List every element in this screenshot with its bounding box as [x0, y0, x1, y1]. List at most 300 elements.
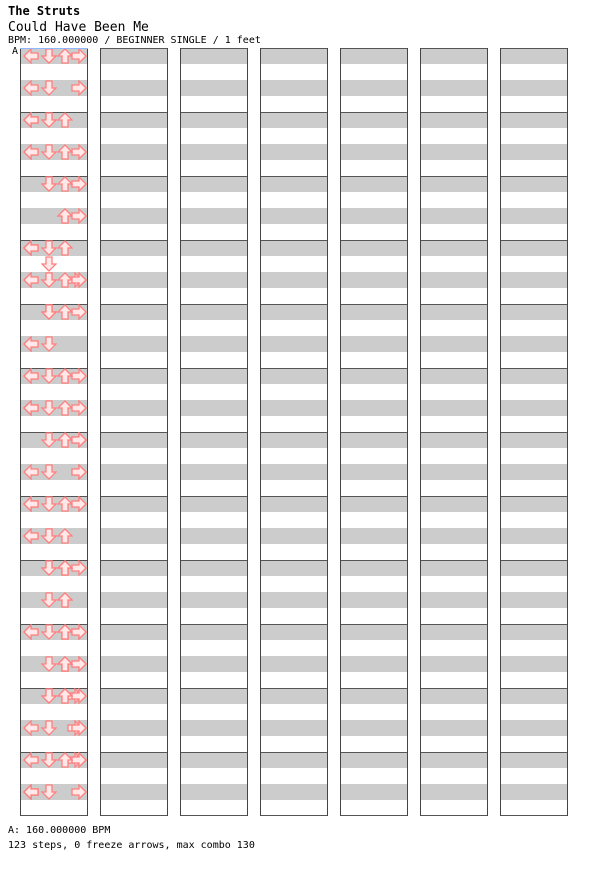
chart-stats: 123 steps, 0 freeze arrows, max combo 130	[8, 840, 255, 851]
arrow-up-icon	[57, 688, 73, 704]
arrow-right-icon	[71, 464, 87, 480]
chart-column	[420, 48, 488, 816]
measure-line	[101, 368, 167, 369]
arrow-down-icon	[41, 688, 57, 704]
beat-stripe	[421, 176, 487, 192]
beat-stripe	[101, 560, 167, 576]
beat-stripe	[501, 688, 567, 704]
measure-line	[501, 176, 567, 177]
song-artist: The Struts	[8, 4, 81, 18]
arrow-up-icon	[57, 752, 73, 768]
arrow-down-icon	[41, 560, 57, 576]
chart-column	[100, 48, 168, 816]
beat-stripe	[261, 560, 327, 576]
song-title: Could Have Been Me	[8, 20, 149, 35]
beat-stripe	[101, 336, 167, 352]
beat-stripe	[261, 688, 327, 704]
chart-column	[260, 48, 328, 816]
measure-line	[261, 815, 327, 816]
beat-stripe	[421, 144, 487, 160]
beat-stripe	[501, 656, 567, 672]
beat-stripe	[181, 272, 247, 288]
beat-stripe	[341, 336, 407, 352]
measure-line	[261, 624, 327, 625]
arrow-down-icon	[41, 272, 57, 288]
beat-stripe	[421, 592, 487, 608]
beat-stripe	[181, 48, 247, 64]
beat-stripe	[421, 368, 487, 384]
arrow-down-icon	[41, 304, 57, 320]
beat-stripe	[501, 144, 567, 160]
beat-stripe	[181, 304, 247, 320]
measure-line	[181, 432, 247, 433]
beat-stripe	[101, 688, 167, 704]
beat-stripe	[261, 176, 327, 192]
measure-line	[341, 368, 407, 369]
beat-stripe	[341, 592, 407, 608]
measure-line	[181, 304, 247, 305]
measure-line	[421, 815, 487, 816]
arrow-down-icon	[41, 80, 57, 96]
beat-stripe	[501, 112, 567, 128]
beat-stripe	[501, 752, 567, 768]
arrow-right-icon	[71, 656, 87, 672]
beat-stripe	[421, 304, 487, 320]
beat-stripe	[421, 656, 487, 672]
beat-stripe	[421, 272, 487, 288]
beat-stripe	[181, 336, 247, 352]
beat-stripe	[341, 176, 407, 192]
measure-line	[261, 688, 327, 689]
beat-stripe	[341, 144, 407, 160]
beat-stripe	[261, 624, 327, 640]
beat-stripe	[341, 656, 407, 672]
measure-line	[181, 815, 247, 816]
beat-stripe	[341, 240, 407, 256]
beat-stripe	[101, 752, 167, 768]
measure-line	[261, 432, 327, 433]
arrow-down-icon	[41, 256, 57, 272]
bpm-legend: A: 160.000000 BPM	[8, 825, 111, 836]
arrow-down-icon	[41, 656, 57, 672]
beat-stripe	[421, 240, 487, 256]
beat-stripe	[421, 112, 487, 128]
arrow-right-icon	[71, 80, 87, 96]
beat-stripe	[181, 752, 247, 768]
arrow-right-icon	[71, 304, 87, 320]
measure-line	[341, 304, 407, 305]
measure-line	[181, 560, 247, 561]
measure-line	[261, 48, 327, 49]
beat-stripe	[341, 48, 407, 64]
measure-line	[501, 624, 567, 625]
measure-line	[501, 688, 567, 689]
beat-stripe	[421, 688, 487, 704]
beat-stripe	[181, 432, 247, 448]
beat-stripe	[421, 432, 487, 448]
arrow-down-icon	[41, 528, 57, 544]
beat-stripe	[181, 112, 247, 128]
beat-stripe	[261, 240, 327, 256]
beat-stripe	[501, 48, 567, 64]
beat-stripe	[341, 560, 407, 576]
beat-stripe	[181, 656, 247, 672]
beat-stripe	[341, 112, 407, 128]
arrow-down-icon	[41, 48, 57, 64]
beat-stripe	[341, 208, 407, 224]
beat-stripe	[501, 272, 567, 288]
measure-line	[421, 48, 487, 49]
measure-line	[101, 624, 167, 625]
beat-stripe	[181, 720, 247, 736]
arrow-right-icon	[71, 496, 87, 512]
measure-line	[501, 368, 567, 369]
measure-line	[421, 304, 487, 305]
measure-line	[101, 240, 167, 241]
measure-line	[341, 240, 407, 241]
measure-line	[101, 815, 167, 816]
beat-stripe	[501, 368, 567, 384]
beat-stripe	[101, 80, 167, 96]
measure-line	[181, 496, 247, 497]
beat-stripe	[421, 560, 487, 576]
beat-stripe	[181, 400, 247, 416]
measure-line	[261, 112, 327, 113]
arrow-down-icon	[41, 112, 57, 128]
beat-stripe	[101, 464, 167, 480]
beat-stripe	[101, 528, 167, 544]
beat-stripe	[261, 592, 327, 608]
beat-stripe	[421, 464, 487, 480]
measure-line	[181, 48, 247, 49]
arrow-right-icon	[71, 624, 87, 640]
arrow-left-icon	[23, 496, 39, 512]
chart-meta: BPM: 160.000000 / BEGINNER SINGLE / 1 feet	[8, 35, 261, 46]
arrow-up-icon	[57, 112, 73, 128]
measure-line	[421, 368, 487, 369]
beat-stripe	[501, 784, 567, 800]
arrow-down-icon	[41, 720, 57, 736]
measure-line	[261, 560, 327, 561]
arrow-right-icon	[71, 688, 87, 704]
beat-stripe	[421, 400, 487, 416]
measure-line	[341, 752, 407, 753]
beat-stripe	[501, 592, 567, 608]
beat-stripe	[501, 176, 567, 192]
arrow-up-icon	[57, 176, 73, 192]
arrow-left-icon	[23, 624, 39, 640]
arrow-up-icon	[57, 592, 73, 608]
beat-stripe	[261, 336, 327, 352]
beat-stripe	[101, 720, 167, 736]
beat-stripe	[501, 720, 567, 736]
beat-stripe	[421, 80, 487, 96]
measure-line	[261, 304, 327, 305]
measure-line	[421, 752, 487, 753]
beat-stripe	[421, 624, 487, 640]
arrow-left-icon	[23, 720, 39, 736]
beat-stripe	[341, 752, 407, 768]
arrow-right-icon	[71, 720, 87, 736]
beat-stripe	[501, 496, 567, 512]
beat-stripe	[261, 144, 327, 160]
arrow-down-icon	[41, 592, 57, 608]
arrow-up-icon	[57, 304, 73, 320]
measure-line	[341, 112, 407, 113]
beat-stripe	[261, 400, 327, 416]
beat-stripe	[501, 208, 567, 224]
measure-line	[181, 112, 247, 113]
beat-stripe	[101, 208, 167, 224]
arrow-down-icon	[41, 464, 57, 480]
beat-stripe	[501, 304, 567, 320]
beat-stripe	[421, 752, 487, 768]
measure-line	[341, 815, 407, 816]
arrow-left-icon	[23, 48, 39, 64]
measure-line	[341, 176, 407, 177]
beat-stripe	[101, 272, 167, 288]
measure-line	[261, 496, 327, 497]
beat-stripe	[181, 368, 247, 384]
measure-line	[501, 240, 567, 241]
arrow-left-icon	[23, 144, 39, 160]
beat-stripe	[101, 400, 167, 416]
arrow-down-icon	[41, 784, 57, 800]
beat-stripe	[501, 240, 567, 256]
measure-line	[501, 48, 567, 49]
arrow-right-icon	[71, 784, 87, 800]
arrow-down-icon	[41, 752, 57, 768]
beat-stripe	[181, 624, 247, 640]
measure-line	[421, 432, 487, 433]
arrow-up-icon	[57, 368, 73, 384]
arrow-up-icon	[57, 528, 73, 544]
measure-line	[101, 432, 167, 433]
beat-stripe	[501, 336, 567, 352]
beat-stripe	[341, 464, 407, 480]
beat-stripe	[261, 496, 327, 512]
beat-stripe	[101, 48, 167, 64]
beat-stripe	[421, 496, 487, 512]
beat-stripe	[181, 240, 247, 256]
beat-stripe	[101, 368, 167, 384]
measure-line	[101, 496, 167, 497]
arrow-up-icon	[57, 144, 73, 160]
arrow-down-icon	[41, 432, 57, 448]
arrow-left-icon	[23, 752, 39, 768]
beat-stripe	[421, 720, 487, 736]
chart-column	[500, 48, 568, 816]
beat-stripe	[261, 752, 327, 768]
beat-stripe	[261, 112, 327, 128]
arrow-right-icon	[71, 176, 87, 192]
measure-line	[101, 752, 167, 753]
measure-line	[101, 112, 167, 113]
chart-column	[180, 48, 248, 816]
arrow-right-icon	[71, 560, 87, 576]
beat-stripe	[181, 176, 247, 192]
measure-line	[341, 432, 407, 433]
measure-line	[261, 368, 327, 369]
arrow-down-icon	[41, 240, 57, 256]
measure-line	[181, 368, 247, 369]
beat-stripe	[181, 496, 247, 512]
measure-line	[181, 240, 247, 241]
arrow-left-icon	[23, 272, 39, 288]
beat-stripe	[341, 368, 407, 384]
arrow-up-icon	[57, 560, 73, 576]
arrow-up-icon	[57, 240, 73, 256]
beat-stripe	[181, 592, 247, 608]
beat-stripe	[501, 528, 567, 544]
beat-stripe	[101, 240, 167, 256]
measure-line	[421, 240, 487, 241]
beat-stripe	[501, 624, 567, 640]
beat-stripe	[261, 368, 327, 384]
arrow-up-icon	[57, 656, 73, 672]
bpm-change-line	[20, 48, 88, 49]
beat-stripe	[421, 528, 487, 544]
beat-stripe	[181, 784, 247, 800]
arrow-left-icon	[23, 240, 39, 256]
beat-stripe	[341, 688, 407, 704]
beat-stripe	[101, 176, 167, 192]
measure-line	[101, 304, 167, 305]
measure-line	[501, 112, 567, 113]
measure-line	[421, 496, 487, 497]
arrow-right-icon	[71, 48, 87, 64]
beat-stripe	[181, 688, 247, 704]
measure-line	[421, 112, 487, 113]
beat-stripe	[101, 432, 167, 448]
beat-stripe	[341, 624, 407, 640]
beat-stripe	[501, 432, 567, 448]
beat-stripe	[341, 496, 407, 512]
beat-stripe	[261, 784, 327, 800]
measure-line	[101, 560, 167, 561]
beat-stripe	[261, 272, 327, 288]
measure-line	[261, 240, 327, 241]
arrow-right-icon	[71, 272, 87, 288]
beat-stripe	[181, 464, 247, 480]
arrow-left-icon	[23, 112, 39, 128]
measure-line	[501, 560, 567, 561]
arrow-left-icon	[23, 80, 39, 96]
arrow-down-icon	[41, 176, 57, 192]
beat-stripe	[101, 496, 167, 512]
measure-line	[421, 560, 487, 561]
beat-stripe	[101, 304, 167, 320]
beat-stripe	[501, 400, 567, 416]
measure-line	[341, 624, 407, 625]
beat-stripe	[181, 144, 247, 160]
measure-line	[341, 48, 407, 49]
beat-stripe	[181, 208, 247, 224]
measure-line	[181, 176, 247, 177]
arrow-left-icon	[23, 368, 39, 384]
arrow-down-icon	[41, 400, 57, 416]
measure-line	[421, 624, 487, 625]
chart-column	[340, 48, 408, 816]
beat-stripe	[421, 208, 487, 224]
measure-line	[181, 752, 247, 753]
measure-line	[101, 176, 167, 177]
measure-line	[501, 815, 567, 816]
measure-line	[181, 688, 247, 689]
measure-line	[501, 432, 567, 433]
measure-line	[261, 176, 327, 177]
beat-stripe	[341, 784, 407, 800]
beat-stripe	[341, 304, 407, 320]
measure-line	[421, 176, 487, 177]
measure-line	[341, 496, 407, 497]
beat-stripe	[421, 48, 487, 64]
beat-stripe	[341, 400, 407, 416]
beat-stripe	[181, 528, 247, 544]
beat-stripe	[261, 656, 327, 672]
beat-stripe	[341, 528, 407, 544]
beat-stripe	[101, 592, 167, 608]
beat-stripe	[501, 464, 567, 480]
beat-stripe	[101, 144, 167, 160]
beat-stripe	[261, 720, 327, 736]
beat-stripe	[261, 48, 327, 64]
measure-line	[421, 688, 487, 689]
beat-stripe	[261, 208, 327, 224]
measure-line	[261, 752, 327, 753]
measure-line	[341, 688, 407, 689]
beat-stripe	[341, 80, 407, 96]
arrow-right-icon	[71, 400, 87, 416]
arrow-right-icon	[71, 752, 87, 768]
beat-stripe	[261, 80, 327, 96]
arrow-right-icon	[71, 208, 87, 224]
measure-line	[101, 688, 167, 689]
bpm-marker: A	[12, 46, 19, 57]
beat-stripe	[101, 784, 167, 800]
arrow-down-icon	[41, 496, 57, 512]
arrow-right-icon	[71, 144, 87, 160]
arrow-right-icon	[71, 432, 87, 448]
arrow-left-icon	[23, 400, 39, 416]
beat-stripe	[261, 528, 327, 544]
arrow-right-icon	[71, 368, 87, 384]
beat-stripe	[501, 80, 567, 96]
measure-line	[21, 815, 87, 816]
arrow-left-icon	[23, 464, 39, 480]
measure-line	[501, 496, 567, 497]
arrow-down-icon	[41, 368, 57, 384]
measure-line	[101, 48, 167, 49]
arrow-down-icon	[41, 144, 57, 160]
arrow-left-icon	[23, 528, 39, 544]
beat-stripe	[501, 560, 567, 576]
measure-line	[501, 752, 567, 753]
beat-stripe	[261, 432, 327, 448]
beat-stripe	[261, 304, 327, 320]
beat-stripe	[421, 336, 487, 352]
measure-line	[181, 624, 247, 625]
arrow-down-icon	[41, 336, 57, 352]
arrow-left-icon	[23, 336, 39, 352]
beat-stripe	[181, 560, 247, 576]
beat-stripe	[101, 624, 167, 640]
measure-line	[341, 560, 407, 561]
beat-stripe	[101, 656, 167, 672]
beat-stripe	[341, 720, 407, 736]
beat-stripe	[261, 464, 327, 480]
beat-stripe	[421, 784, 487, 800]
